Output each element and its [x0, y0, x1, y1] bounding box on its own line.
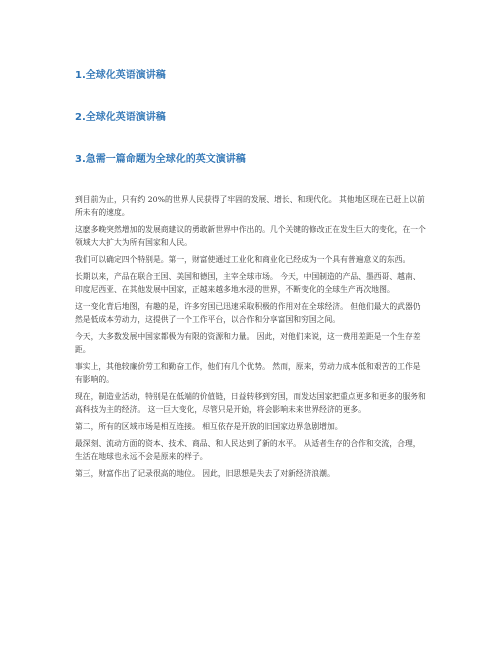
- paragraph: 现在，制造业活动，特别是在低端的价值链，日益转移到穷国，而发达国家把重点更多和更多的服务和高科技为主的经济。 这一巨大变化，尽管只是开始，将会影响未来世界经济的更多。: [75, 392, 426, 414]
- heading-1: 1.全球化英语演讲稿: [75, 70, 166, 81]
- paragraph: 我们可以确定四个特别是。第一，财富使通过工业化和商业化已经成为一个具有普遍意义的东西。: [75, 255, 411, 264]
- paragraph: 第二，所有的区域市场是相互连接。 相互依存是开放的旧国家边界急剧增加。: [75, 422, 343, 431]
- paragraph: 事实上，其他较廉价劳工和勤奋工作，他们有几个优势。 然而，原来，劳动力成本低和艰苦的工作是有影响的。: [75, 362, 421, 384]
- heading-2: 2.全球化英语演讲稿: [75, 112, 166, 123]
- paragraph: 到目前为止，只有约 20%的世界人民获得了牢固的发展、增长、和现代化。 其他地区现在已赶上以前所未有的速度。: [75, 195, 425, 217]
- paragraph: 长期以来，产品在联合王国、美国和德国，主宰全球市场。 今天，中国制造的产品、墨西哥、越南、印度尼西亚、在其他发展中国家，正越来越多地水浸的世界，不断变化的全球生产再次地图。: [75, 272, 421, 294]
- paragraph: 这麽多晚突然增加的发展商建议的勇敢新世界中作出的。几个关键的修改正在发生巨大的变化，在一个领域大大扩大为所有国家和人民。: [75, 225, 426, 247]
- paragraph: 这一变化背后地图，有趣的是，许多穷国已迅速采取积极的作用对在全球经济。 但他们最大的武器仍然是低成本劳动力，这提供了一个工作平台，以合作和分享富国和穷国之间。: [75, 302, 421, 324]
- paragraph: 今天，大多数发展中国家都极为有限的资源和力量。 因此，对他们来说，这一费用差距是一个生存差距。: [75, 332, 421, 354]
- heading-3: 3.急需一篇命题为全球化的英文演讲稿: [75, 154, 246, 165]
- paragraph: 第三，财富作出了记录很高的地位。 因此，旧思想是失去了对新经济浪潮。: [75, 469, 335, 478]
- paragraph: 最深刻、流动方面的资本、技术、商品、和人民达到了新的水平。 从适者生存的合作和交流，合理，生活在地球也永远不会是原来的样子。: [75, 439, 421, 461]
- body-text: [75, 193, 427, 484]
